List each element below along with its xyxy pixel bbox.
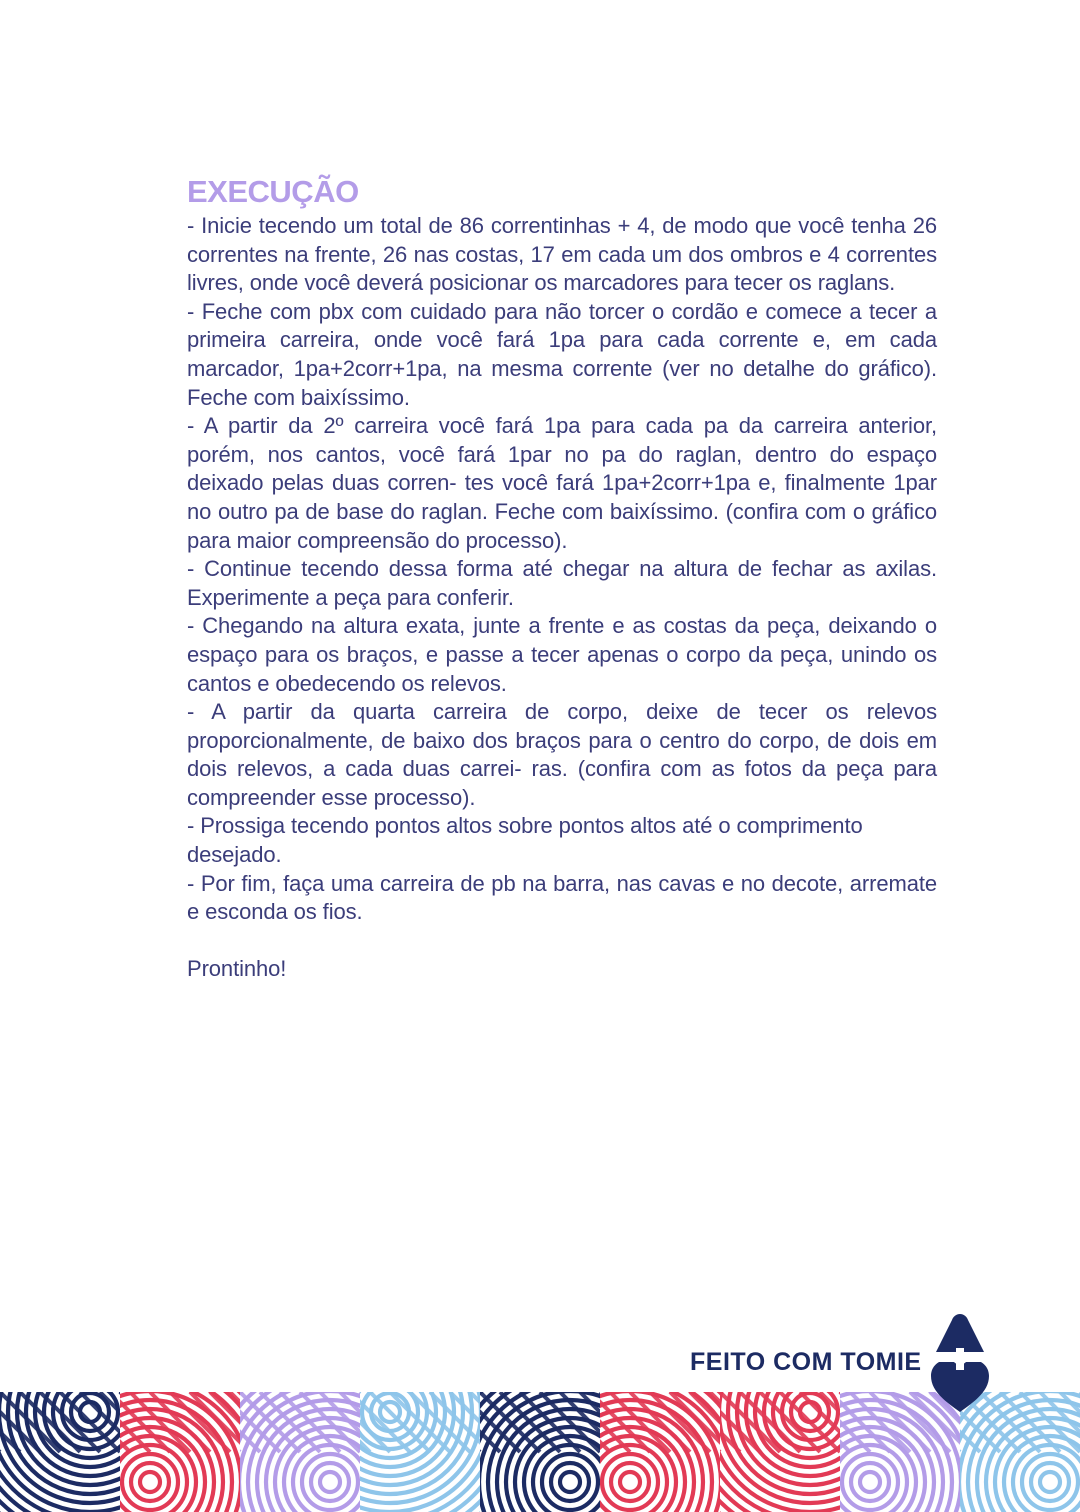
instruction-paragraph: - Inicie tecendo um total de 86 correntinhas + 4, de modo que você tenha 26 correntes na frente, 26 nas costas, 17 em cada um dos ombros e 4 correntes livres, onde você deverá posicionar os marcadores para tecer os raglans. — [187, 213, 937, 296]
brand-tagline: FEITO COM TOMIE — [690, 1348, 922, 1376]
instruction-paragraph: - Continue tecendo dessa forma até chegar na altura de fechar as axilas. Experimente a peça para conferir. — [187, 556, 937, 610]
section-title: EXECUÇÃO — [187, 174, 359, 209]
instruction-paragraph: - A partir da 2º carreira você fará 1pa para cada pa da carreira anterior, porém, nos cantos, você fará 1par no pa do raglan, dentro do espaço deixado pelas duas corren- tes você fará 1pa+2corr+1pa e, finalmente 1par no outro pa de base do raglan. Feche com baixíssimo. (confira com o gráfico para maior compreensão do processo). — [187, 413, 937, 553]
instruction-paragraph: - Prossiga tecendo pontos altos sobre pontos altos até o comprimento desejado. — [187, 813, 863, 868]
instruction-paragraph: - Por fim, faça uma carreira de pb na barra, nas cavas e no decote, arremate e esconda os fios. — [187, 870, 937, 925]
instructions-section — [187, 172, 937, 984]
yarn-pattern-strip — [0, 1392, 1080, 1512]
tomie-heart-logo-icon — [925, 1312, 995, 1416]
closing-text: Prontinho! — [187, 956, 287, 982]
instruction-paragraph: - A partir da quarta carreira de corpo, deixe de tecer os relevos proporcionalmente, de baixo dos braços para o centro do corpo, de dois em dois relevos, a cada duas carrei- ras. (confira com as fotos da peça para compreender esse processo). — [187, 699, 937, 810]
instruction-paragraph: - Chegando na altura exata, junte a frente e as costas da peça, deixando o espaço para os braços, e passe a tecer apenas o corpo da peça, unindo os cantos e obedecendo os relevos. — [187, 613, 937, 696]
instruction-paragraph: - Feche com pbx com cuidado para não torcer o cordão e comece a tecer a primeira carreira, onde você fará 1pa para cada corrente e, em cada marcador, 1pa+2corr+1pa, na mesma corrente (ver no detalhe do gráfico). Feche com baixíssimo. — [187, 298, 937, 410]
